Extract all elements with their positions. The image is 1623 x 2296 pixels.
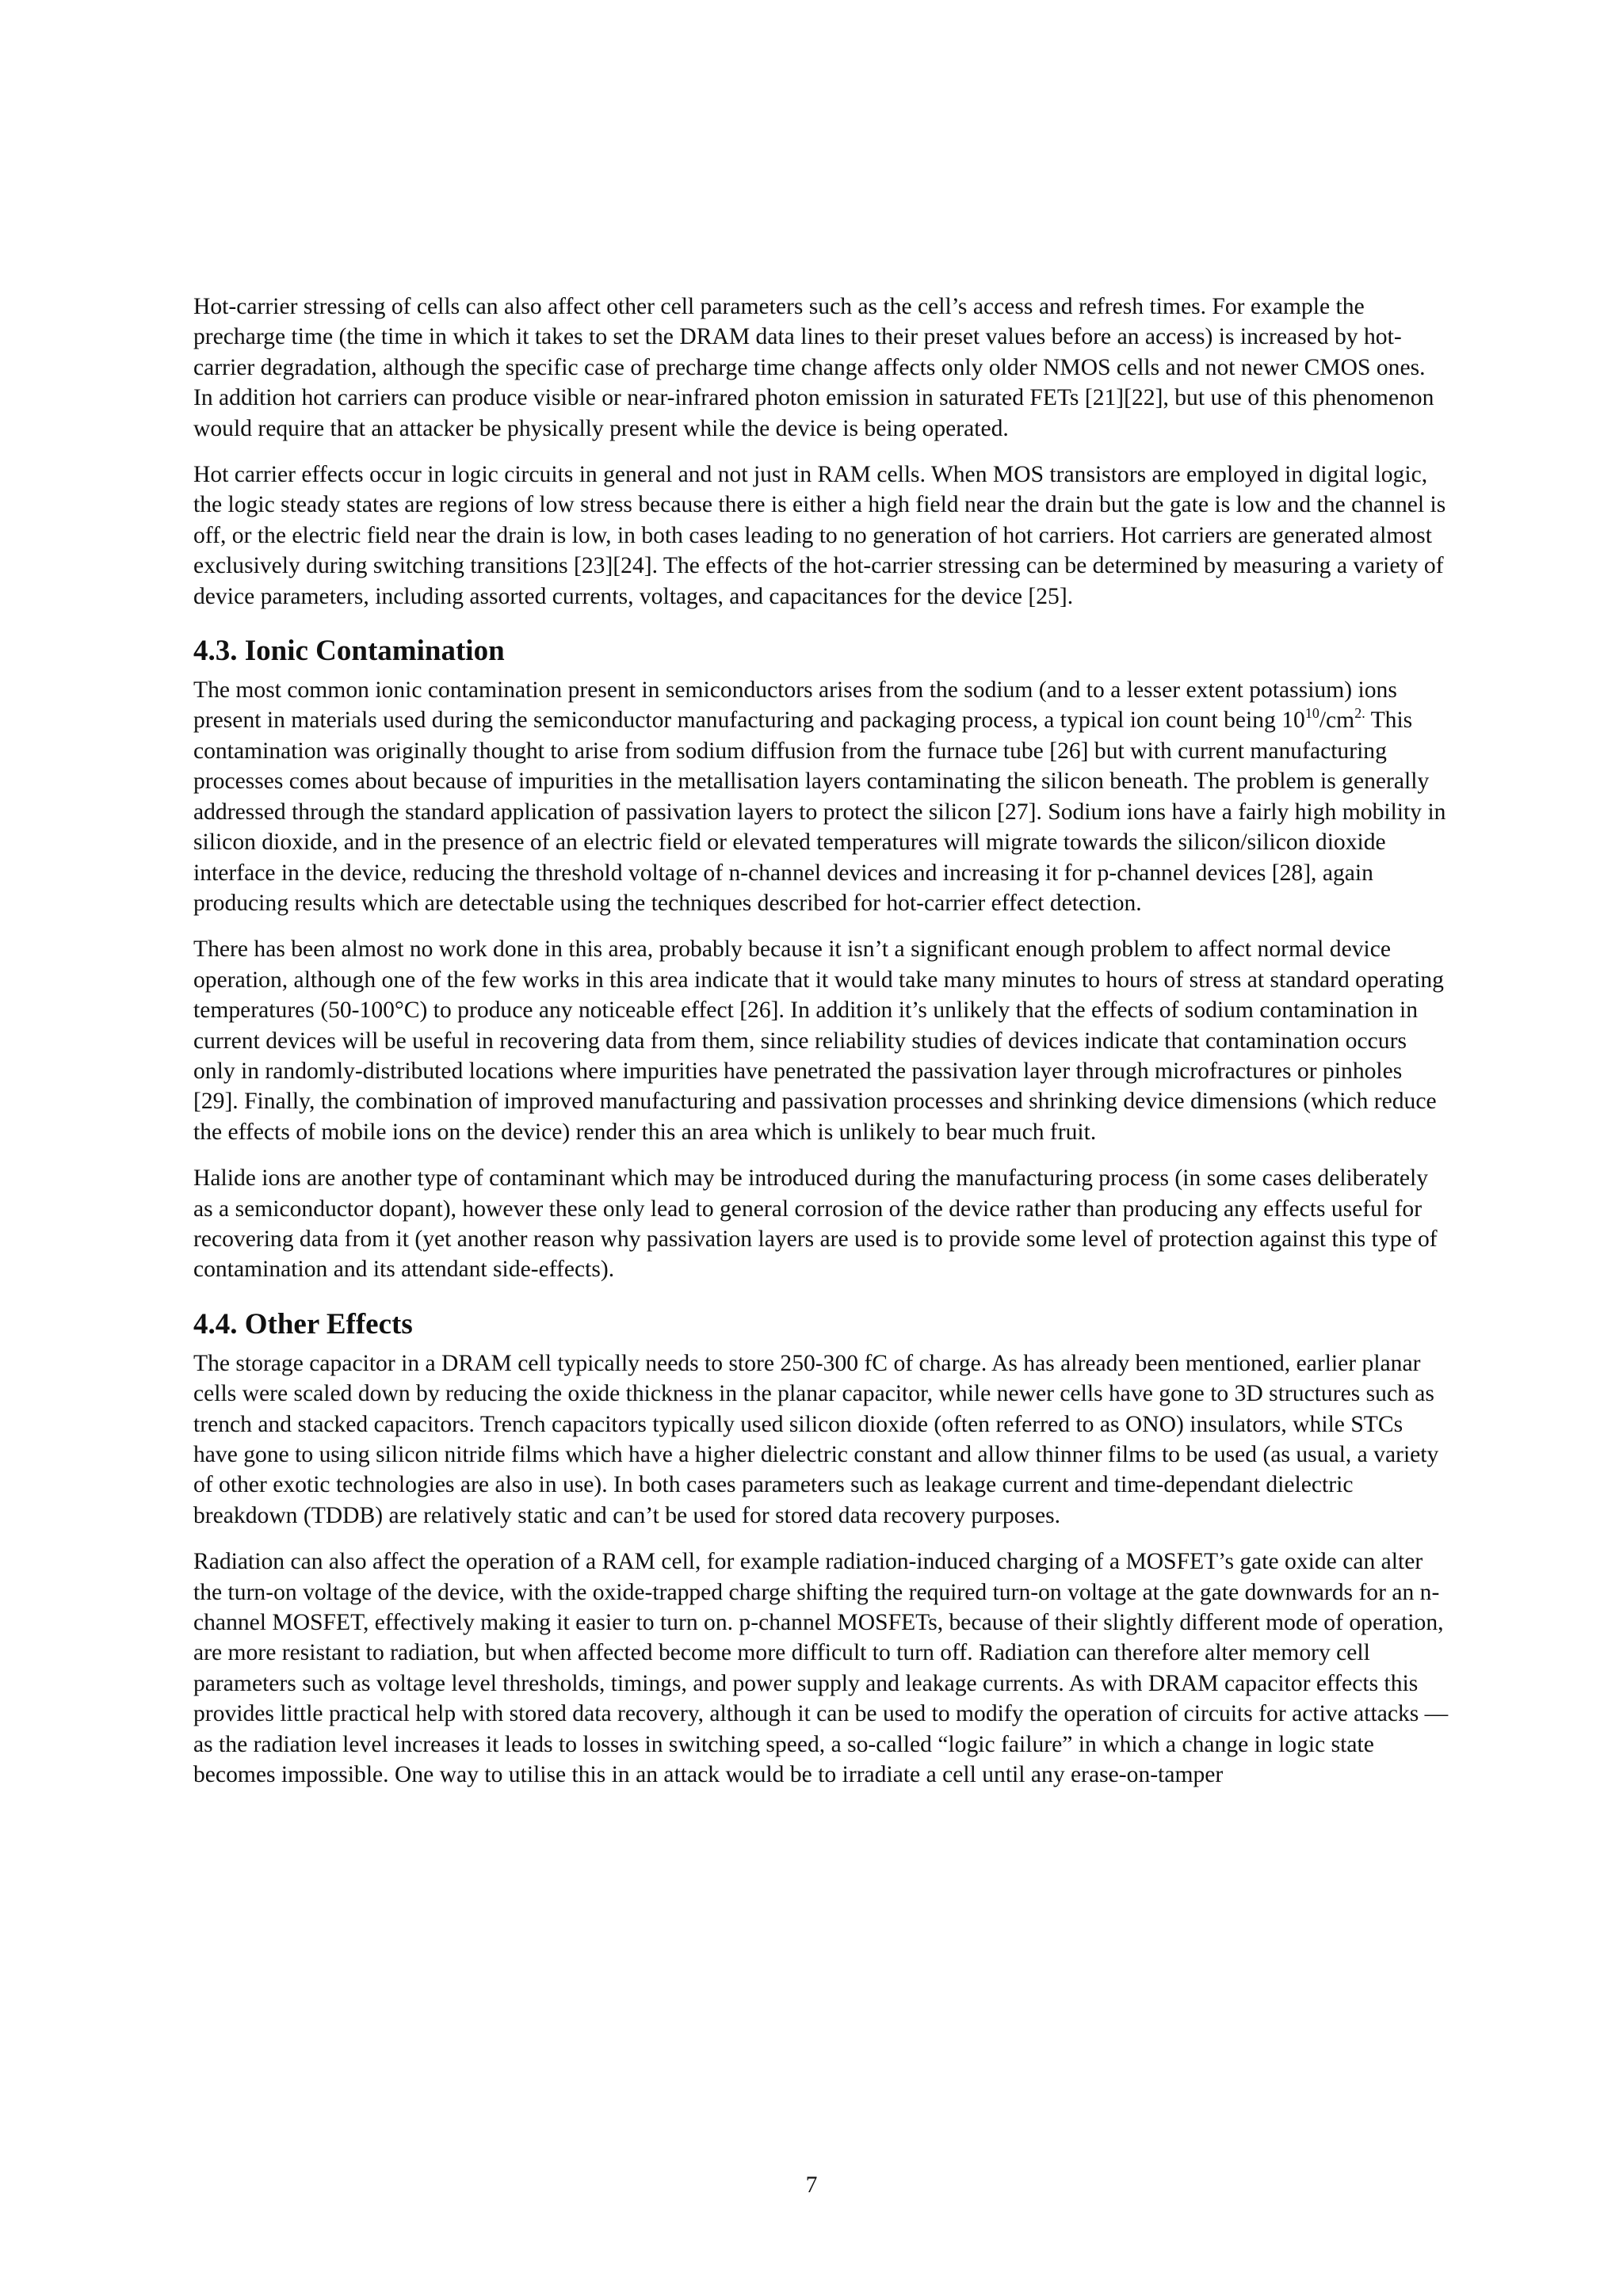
- paragraph-little-work-in-area: There has been almost no work done in this area, probably because it isn’t a significant enough problem to affect normal device operation, although one of the few works in this area indicate that it would take many minutes to hours of stress at standard operating temperatures (50-100°C) to produce any noticeable effect [26]. In addition it’s unlikely that the effects of sodium contamination in current devices will be useful in recovering data from them, since reliability studies of devices indicate that contamination occurs only in randomly-distributed locations where impurities have penetrated the passivation layer through microfractures or pinholes [29]. Finally, the combination of improved manufacturing and passivation processes and shrinking device dimensions (which reduce the effects of mobile ions on the device) render this an area which is unlikely to bear much fruit.: [193, 936, 1444, 1145]
- section-heading-ionic-contamination: 4.3. Ionic Contamination: [193, 635, 505, 668]
- paragraph-hot-carrier-cell-parameters: Hot-carrier stressing of cells can also affect other cell parameters such as the cell’s access and refresh times. For example the precharge time (the time in which it takes to set the DRAM data lines to their preset values before an access) is increased by hot-carrier degradation, although the specific case of precharge time change affects only older NMOS cells and not newer CMOS ones. In addition hot carriers can produce visible or near-infrared photon emission in saturated FETs [21][22], but use of this phenomenon would require that an attacker be physically present while the device is being operated.: [193, 294, 1434, 441]
- text-run: This contamination was originally thought to arise from sodium diffusion from the furnace tube [26] but with current manufacturing processes comes about because of impurities in the metallisation layers contaminating the silicon beneath. The problem is generally addressed through the standard application of passivation layers to protect the silicon [27]. Sodium ions have a fairly high mobility in silicon dioxide, and in the presence of an electric field or elevated temperatures will migrate towards the silicon/silicon dioxide interface in the device, reducing the threshold voltage of n-channel devices and increasing it for p-channel devices [28], again producing results which are detectable using the techniques described for hot-carrier effect detection.: [193, 707, 1446, 916]
- paragraph-storage-capacitor: The storage capacitor in a DRAM cell typically needs to store 250-300 fC of charge. As has already been mentioned, earlier planar cells were scaled down by reducing the oxide thickness in the planar capacitor, while newer cells have gone to 3D structures such as trench and stacked capacitors. Trench capacitors typically used silicon dioxide (often referred to as ONO) insulators, while STCs have gone to using silicon nitride films which have a higher dielectric constant and allow thinner films to be used (as usual, a variety of other exotic technologies are also in use). In both cases parameters such as leakage current and time-dependant dielectric breakdown (TDDB) are relatively static and can’t be used for stored data recovery purposes.: [193, 1350, 1439, 1528]
- page-body: [193, 292, 1450, 1806]
- paragraph-sodium-contamination: [193, 675, 1450, 918]
- superscript-unit: 2.: [1354, 705, 1365, 722]
- page-number: 7: [805, 2172, 818, 2198]
- text-run: /cm: [1319, 707, 1355, 734]
- superscript-exponent: 10: [1304, 705, 1319, 722]
- paragraph-halide-ions: Halide ions are another type of contaminant which may be introduced during the manufacturing process (in some cases deliberately as a semiconductor dopant), however these only lead to general corrosion of the device rather than producing any effects useful for recovering data from it (yet another reason why passivation layers are used is to provide some level of protection against this type of contamination and its attendant side-effects).: [193, 1165, 1438, 1283]
- section-heading-other-effects: 4.4. Other Effects: [193, 1307, 413, 1341]
- paragraph-radiation-effects: Radiation can also affect the operation of a RAM cell, for example radiation-induced charging of a MOSFET’s gate oxide can alter the turn-on voltage of the device, with the oxide-trapped charge shifting the required turn-on voltage at the gate downwards for an n-channel MOSFET, effectively making it easier to turn on. p-channel MOSFETs, because of their slightly different mode of operation, are more resistant to radiation, but when affected become more difficult to turn off. Radiation can therefore alter memory cell parameters such as voltage level thresholds, timings, and power supply and leakage currents. As with DRAM capacitor effects this provides little practical help with stored data recovery, although it can be used to modify the operation of circuits for active attacks — as the radiation level increases it leads to losses in switching speed, a so-called “logic failure” in which a change in logic state becomes impossible. One way to utilise this in an attack would be to irradiate a cell until any erase-on-tamper: [193, 1549, 1449, 1788]
- text-run: The most common ionic contamination present in semiconductors arises from the sodium (and to a lesser extent potassium) ions present in materials used during the semiconductor manufacturing and packaging process, a typical ion count being 10: [193, 677, 1397, 734]
- paragraph-hot-carrier-logic-circuits: Hot carrier effects occur in logic circuits in general and not just in RAM cells. When MOS transistors are employed in digital logic, the logic steady states are regions of low stress because there is either a high field near the drain but the gate is low and the channel is off, or the electric field near the drain is low, in both cases leading to no generation of hot carriers. Hot carriers are generated almost exclusively during switching transitions [23][24]. The effects of the hot-carrier stressing can be determined by measuring a variety of device parameters, including assorted currents, voltages, and capacitances for the device [25].: [193, 462, 1446, 609]
